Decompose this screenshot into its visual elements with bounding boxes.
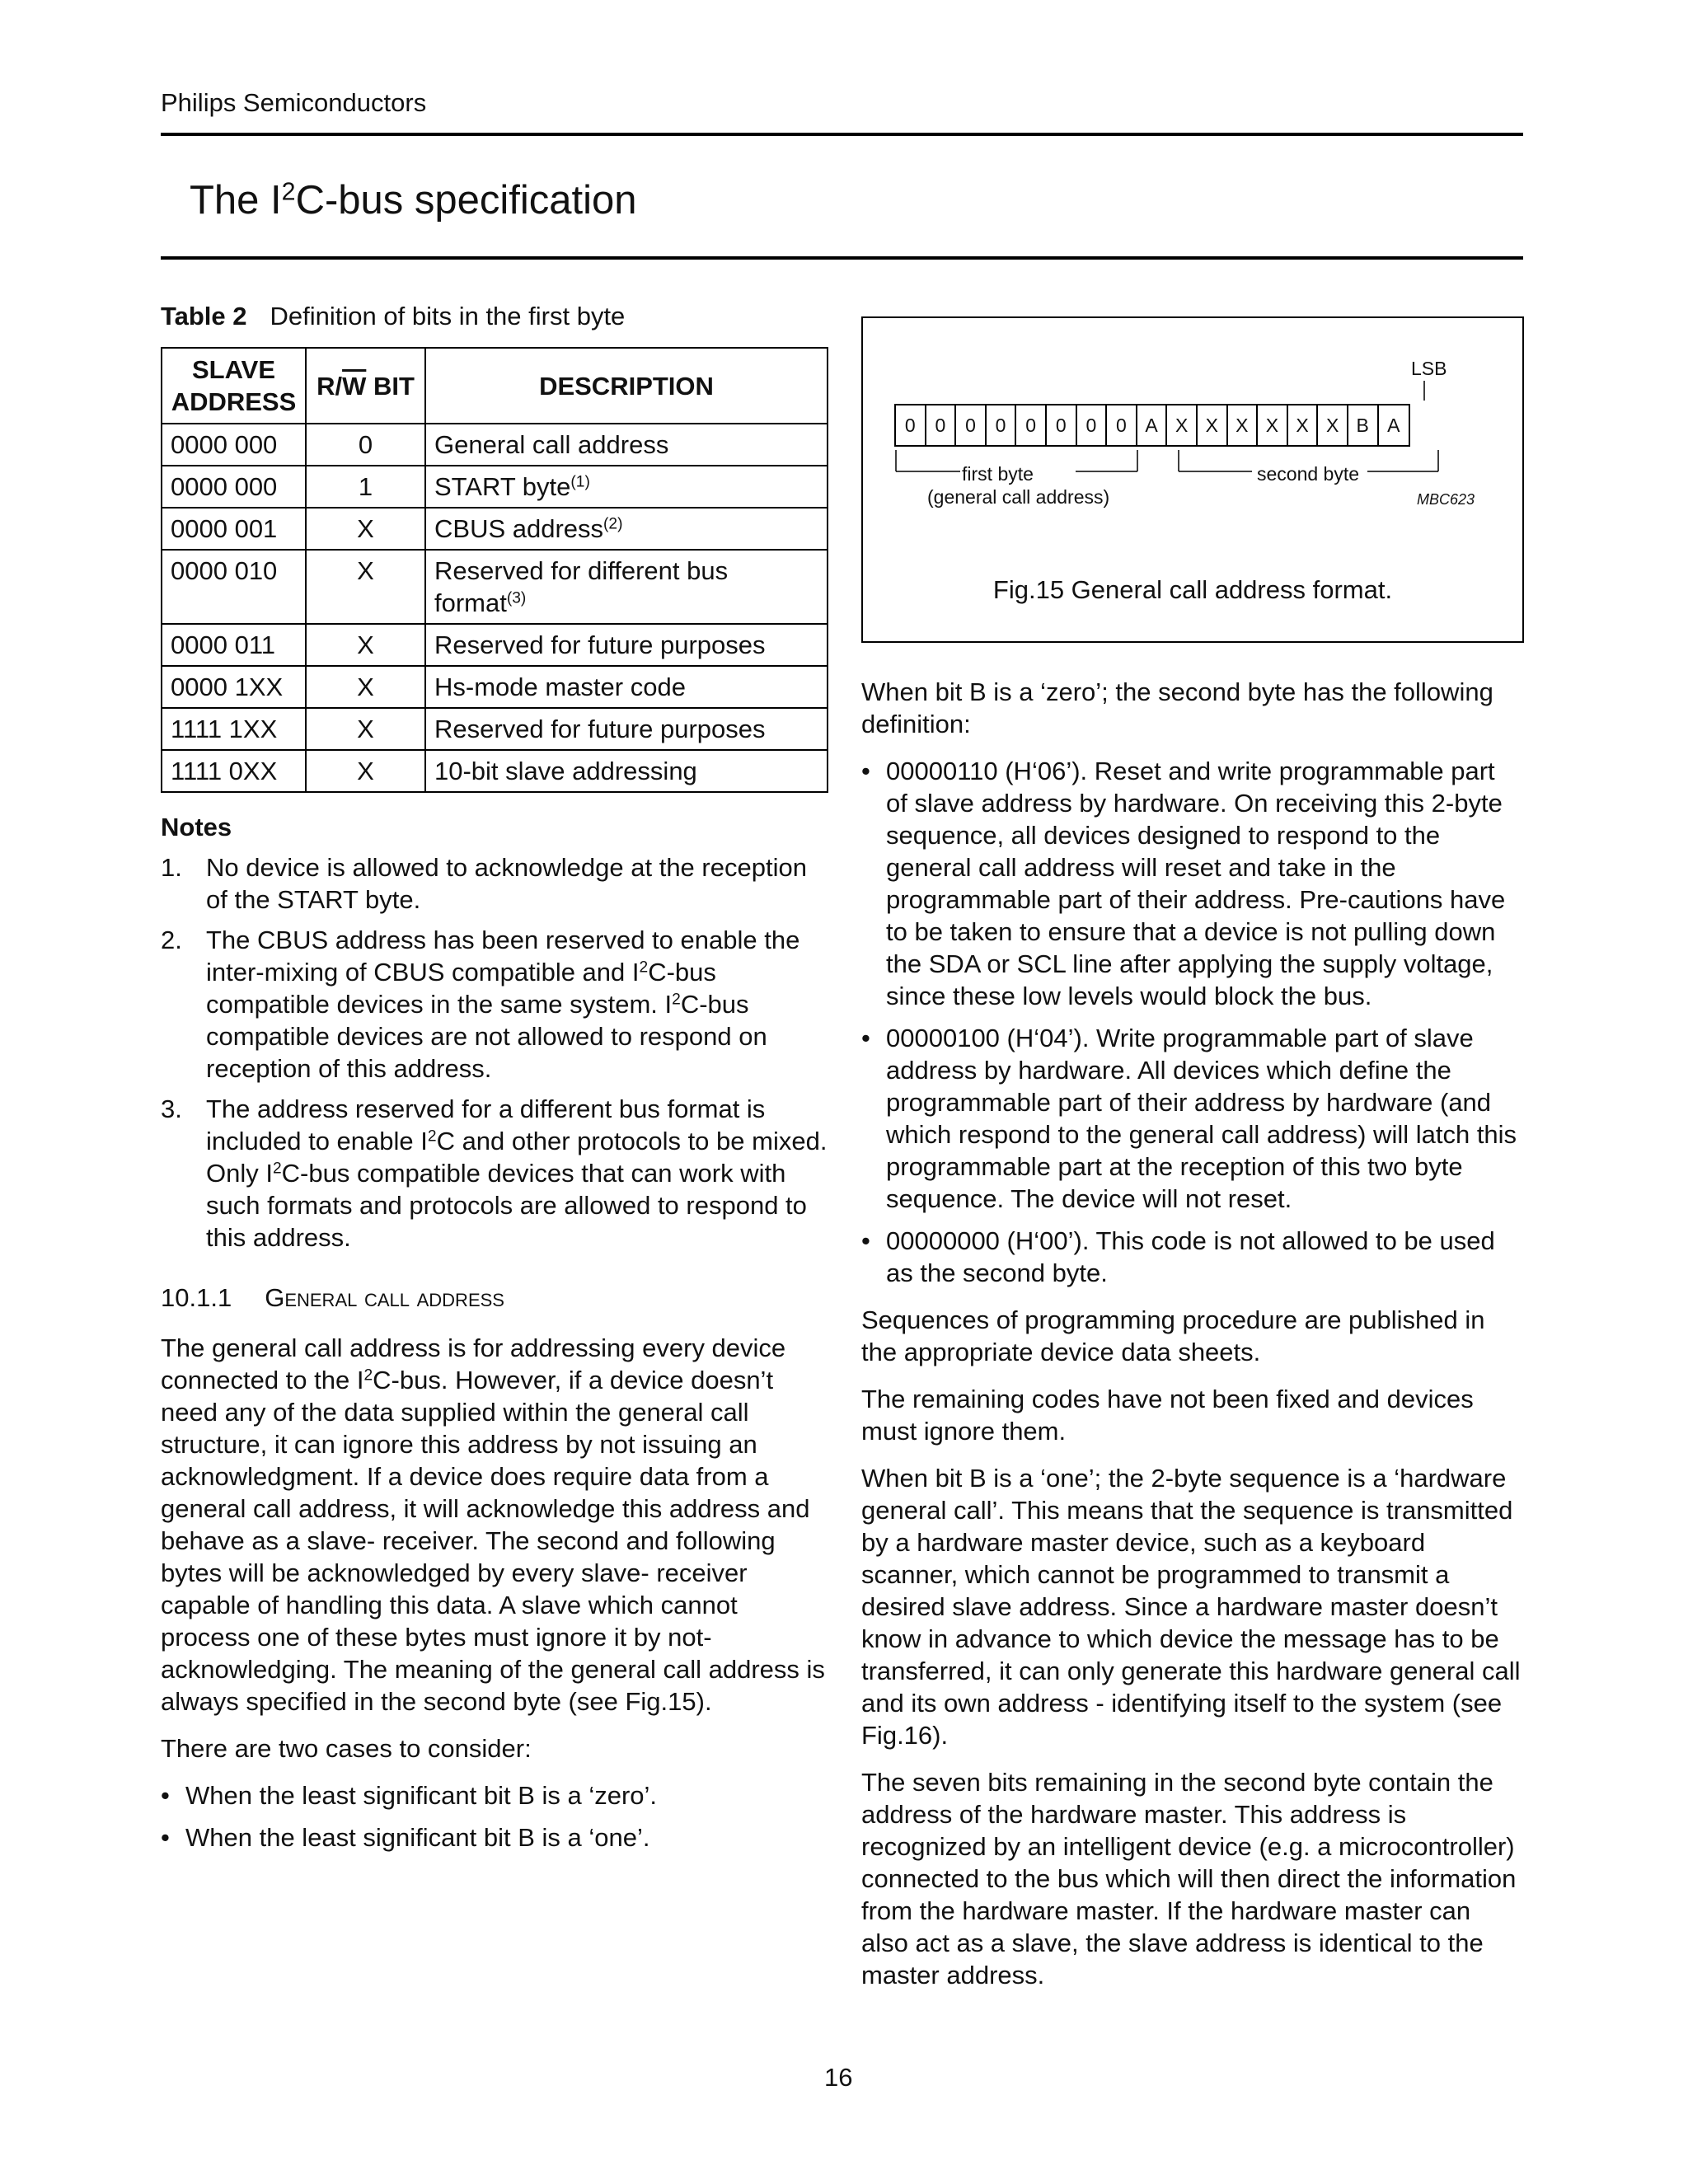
cell-description: Hs-mode master code: [425, 666, 828, 708]
section-paragraph-1: The general call address is for addressing every device connected to the $I^2C$-bus. However, if a device doesn’t need any of the data supplied within the general call structure, it can ignore this address by not issuing an acknowledgment. If a device does require data from a general call address, it will acknowledge this address and behave as a slave- receiver. The second and following bytes will be acknowledged by every slave- receiver capable of handling this data. A slave which cannot process one of these bytes must ignore it by not-acknowledging. The meaning of the general call address is always specified in the second byte (see Fig.15).: [161, 1333, 825, 1716]
bit-cell: A: [1387, 415, 1400, 436]
table-row: [162, 466, 828, 508]
cell-address: 1111 1XX: [162, 708, 306, 750]
document-title: The $I^2C$-bus specification: [190, 177, 637, 223]
cell-description: CBUS address$^{(2)}$: [425, 508, 828, 550]
table-row: [162, 666, 828, 708]
bit-cell: 0: [1077, 405, 1108, 445]
list-item: • 00000110 (H‘06’). Reset and write programmable part of slave address by hardware. On receiving this 2-byte sequence, all devices designed to respond to the general call address will reset and take in the programmable part of their address. Pre-cautions have to be taken to ensure that a device is not pulling down the SDA or SCL line after applying the supply voltage, since these low levels would block the bus.: [861, 755, 1523, 1012]
header-rule: [161, 133, 1523, 136]
cell-description: START byte$^{(1)}$: [425, 466, 828, 508]
list-item: • When the least significant bit B is a ‘zero’.: [161, 1779, 833, 1811]
table-row: [162, 508, 828, 550]
bit-cell: X: [1318, 405, 1348, 445]
cell-rw-bit: X: [306, 750, 425, 792]
bit-cell: 0: [1107, 405, 1137, 445]
table-row: [162, 750, 828, 792]
right-paragraph-5: The seven bits remaining in the second byte contain the address of the hardware master. This address is recognized by an intelligent device (e.g. a microcontroller) connected to the bus which will then direct the information from the hardware master. If the hardware master can also act as a slave, the slave address is identical to the master address.: [861, 1768, 1517, 1990]
first-byte-sublabel: (general call address): [927, 486, 1110, 508]
notes-heading: Notes: [161, 813, 232, 841]
list-item: • 00000100 (H‘04’). Write programmable part of slave address by hardware. All devices which define the programmable part of their address by hardware (and which respond to the general call address) will latch this programmable part at the reception of this two byte sequence. The device will not reset.: [861, 1022, 1523, 1215]
bit-cell: 0: [926, 405, 957, 445]
cell-description: 10-bit slave addressing: [425, 750, 828, 792]
list-item: • 00000000 (H‘00’). This code is not allowed to be used as the second byte.: [861, 1225, 1523, 1289]
cases-list: [161, 1779, 833, 1854]
bit-cell: 0: [956, 405, 987, 445]
note-1: 1. No device is allowed to acknowledge at the reception of the START byte.: [161, 853, 807, 914]
bit-cell: X: [1167, 405, 1198, 445]
bit-cell: X: [1228, 405, 1259, 445]
section-paragraph-2: There are two cases to consider:: [161, 1734, 532, 1763]
header-rw-bit: $R/\overline{W}$ BIT: [306, 348, 425, 424]
left-column: [161, 300, 833, 1868]
figure-caption: Fig.15 General call address format.: [992, 575, 1393, 604]
cell-address: 1111 0XX: [162, 750, 306, 792]
cell-rw-bit: X: [306, 508, 425, 550]
cell-address: 0000 000: [162, 466, 306, 508]
header-slave-address: SLAVE ADDRESS: [162, 348, 306, 424]
bit-cell: 0: [1047, 405, 1077, 445]
first-byte-label: first byte: [962, 463, 1034, 485]
second-byte-label: second byte: [1257, 463, 1360, 485]
cell-address: 0000 010: [162, 550, 306, 624]
cell-address: 0000 001: [162, 508, 306, 550]
table-caption: Table 2 Definition of bits in the first byte: [161, 302, 626, 330]
header-description: DESCRIPTION: [425, 348, 828, 424]
list-item: • When the least significant bit B is a ‘one’.: [161, 1821, 833, 1854]
cell-rw-bit: 1: [306, 466, 425, 508]
cell-rw-bit: X: [306, 708, 425, 750]
bit-cell: X: [1198, 405, 1228, 445]
figure-code: MBC623: [1417, 491, 1475, 508]
cell-rw-bit: X: [306, 666, 425, 708]
right-paragraph-3: The remaining codes have not been fixed and devices must ignore them.: [861, 1385, 1474, 1446]
bit-cell: B: [1348, 405, 1379, 445]
page-number: 16: [824, 2063, 853, 2092]
bit-cell: X: [1288, 405, 1319, 445]
cell-rw-bit: X: [306, 624, 425, 666]
bit-sequence: [894, 404, 1410, 447]
table-header-row: [162, 348, 828, 424]
table-row: [162, 424, 828, 466]
cell-rw-bit: X: [306, 550, 425, 624]
right-paragraph-2: Sequences of programming procedure are published in the appropriate device data sheets.: [861, 1305, 1485, 1366]
note-3: 3. The address reserved for a different bus format is included to enable $I^2C$ and other protocols to be mixed. Only $I^2C$-bus compatible devices that can work with such formats and protocols are allowed to respond to this address.: [161, 1094, 828, 1252]
bits-definition-table: [161, 347, 828, 793]
bit-cell: 0: [896, 405, 926, 445]
bit-cell: 0: [1016, 405, 1047, 445]
section-heading: 10.1.1 General call address: [161, 1283, 504, 1312]
right-column: [861, 676, 1523, 2006]
table-row: [162, 624, 828, 666]
cell-rw-bit: 0: [306, 424, 425, 466]
table-row: [162, 550, 828, 624]
title-rule: [161, 256, 1523, 260]
note-2: 2. The CBUS address has been reserved to enable the inter-mixing of CBUS compatible and $I^2C$-bus compatible devices in the same system. $I^2C$-bus compatible devices are not allowed to respond on reception of this address.: [161, 926, 800, 1083]
code-definitions-list: [861, 755, 1523, 1289]
cell-address: 0000 1XX: [162, 666, 306, 708]
lsb-label: LSB: [1411, 358, 1447, 379]
cell-address: 0000 000: [162, 424, 306, 466]
table-row: [162, 708, 828, 750]
cell-description: General call address: [425, 424, 828, 466]
bit-cell: 0: [987, 405, 1017, 445]
bit-cell: A: [1137, 405, 1168, 445]
figure-15: [861, 316, 1524, 643]
right-paragraph-4: When bit B is a ‘one’; the 2-byte sequence is a ‘hardware general call’. This means that the sequence is transmitted by a hardware master device, such as a keyboard scanner, which cannot be programmed to transmit a desired slave address. Since a hardware master doesn’t know in advance to which device the message has to be transferred, it can only generate this hardware general call and its own address - identifying itself to the system (see Fig.16).: [861, 1464, 1521, 1750]
right-paragraph-1: When bit B is a ‘zero’; the second byte has the following definition:: [861, 677, 1493, 738]
cell-description: Reserved for different bus format$^{(3)}$: [425, 550, 828, 624]
company-name: Philips Semiconductors: [161, 88, 427, 117]
cell-address: 0000 011: [162, 624, 306, 666]
cell-description: Reserved for future purposes: [425, 624, 828, 666]
bit-cell: X: [1258, 405, 1288, 445]
cell-description: Reserved for future purposes: [425, 708, 828, 750]
